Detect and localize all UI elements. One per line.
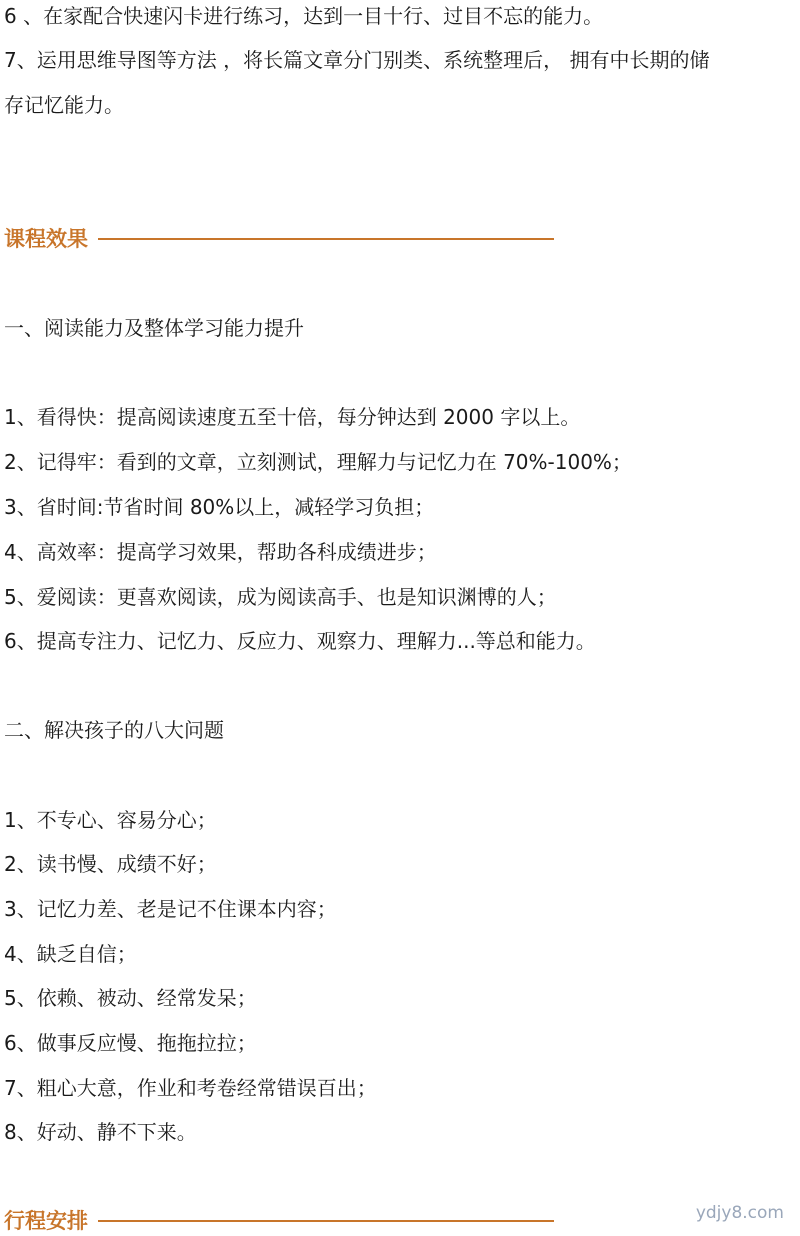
list-item: 5、爱阅读：更喜欢阅读，成为阅读高手、也是知识渊博的人；: [4, 585, 557, 609]
part-one-title: 一、阅读能力及整体学习能力提升: [4, 316, 304, 340]
intro-item-7-continued: 存记忆能力。: [4, 93, 124, 117]
list-item: 2、记得牢：看到的文章，立刻测试，理解力与记忆力在 70%-100%；: [4, 450, 632, 474]
list-item: 1、不专心、容易分心；: [4, 808, 217, 832]
intro-item-7: 7、运用思维导图等方法 ，将长篇文章分门别类、系统整理后， 拥有中长期的储: [4, 48, 710, 72]
section-divider-schedule: [98, 1220, 554, 1222]
part-two-title: 二、解决孩子的八大问题: [4, 718, 224, 742]
site-watermark: ydjy8.com: [695, 1203, 784, 1223]
list-item: 2、读书慢、成绩不好；: [4, 852, 217, 876]
list-item: 8、好动、静不下来。: [4, 1120, 197, 1144]
section-divider-course-effect: [98, 238, 554, 240]
list-item: 1、看得快：提高阅读速度五至十倍，每分钟达到 2000 字以上。: [4, 405, 581, 429]
intro-item-6: 6 、在家配合快速闪卡进行练习，达到一目十行、过目不忘的能力。: [4, 4, 604, 28]
section-heading-course-effect: 课程效果: [4, 227, 88, 251]
list-item: 4、缺乏自信；: [4, 942, 137, 966]
list-item: 5、依赖、被动、经常发呆；: [4, 986, 257, 1010]
section-heading-schedule: 行程安排: [4, 1209, 88, 1233]
list-item: 7、粗心大意，作业和考卷经常错误百出；: [4, 1076, 377, 1100]
list-item: 4、高效率：提高学习效果，帮助各科成绩进步；: [4, 540, 437, 564]
list-item: 6、做事反应慢、拖拖拉拉；: [4, 1031, 257, 1055]
list-item: 3、省时间:节省时间 80%以上，减轻学习负担；: [4, 495, 435, 519]
list-item: 6、提高专注力、记忆力、反应力、观察力、理解力...等总和能力。: [4, 629, 596, 653]
list-item: 3、记忆力差、老是记不住课本内容；: [4, 897, 337, 921]
